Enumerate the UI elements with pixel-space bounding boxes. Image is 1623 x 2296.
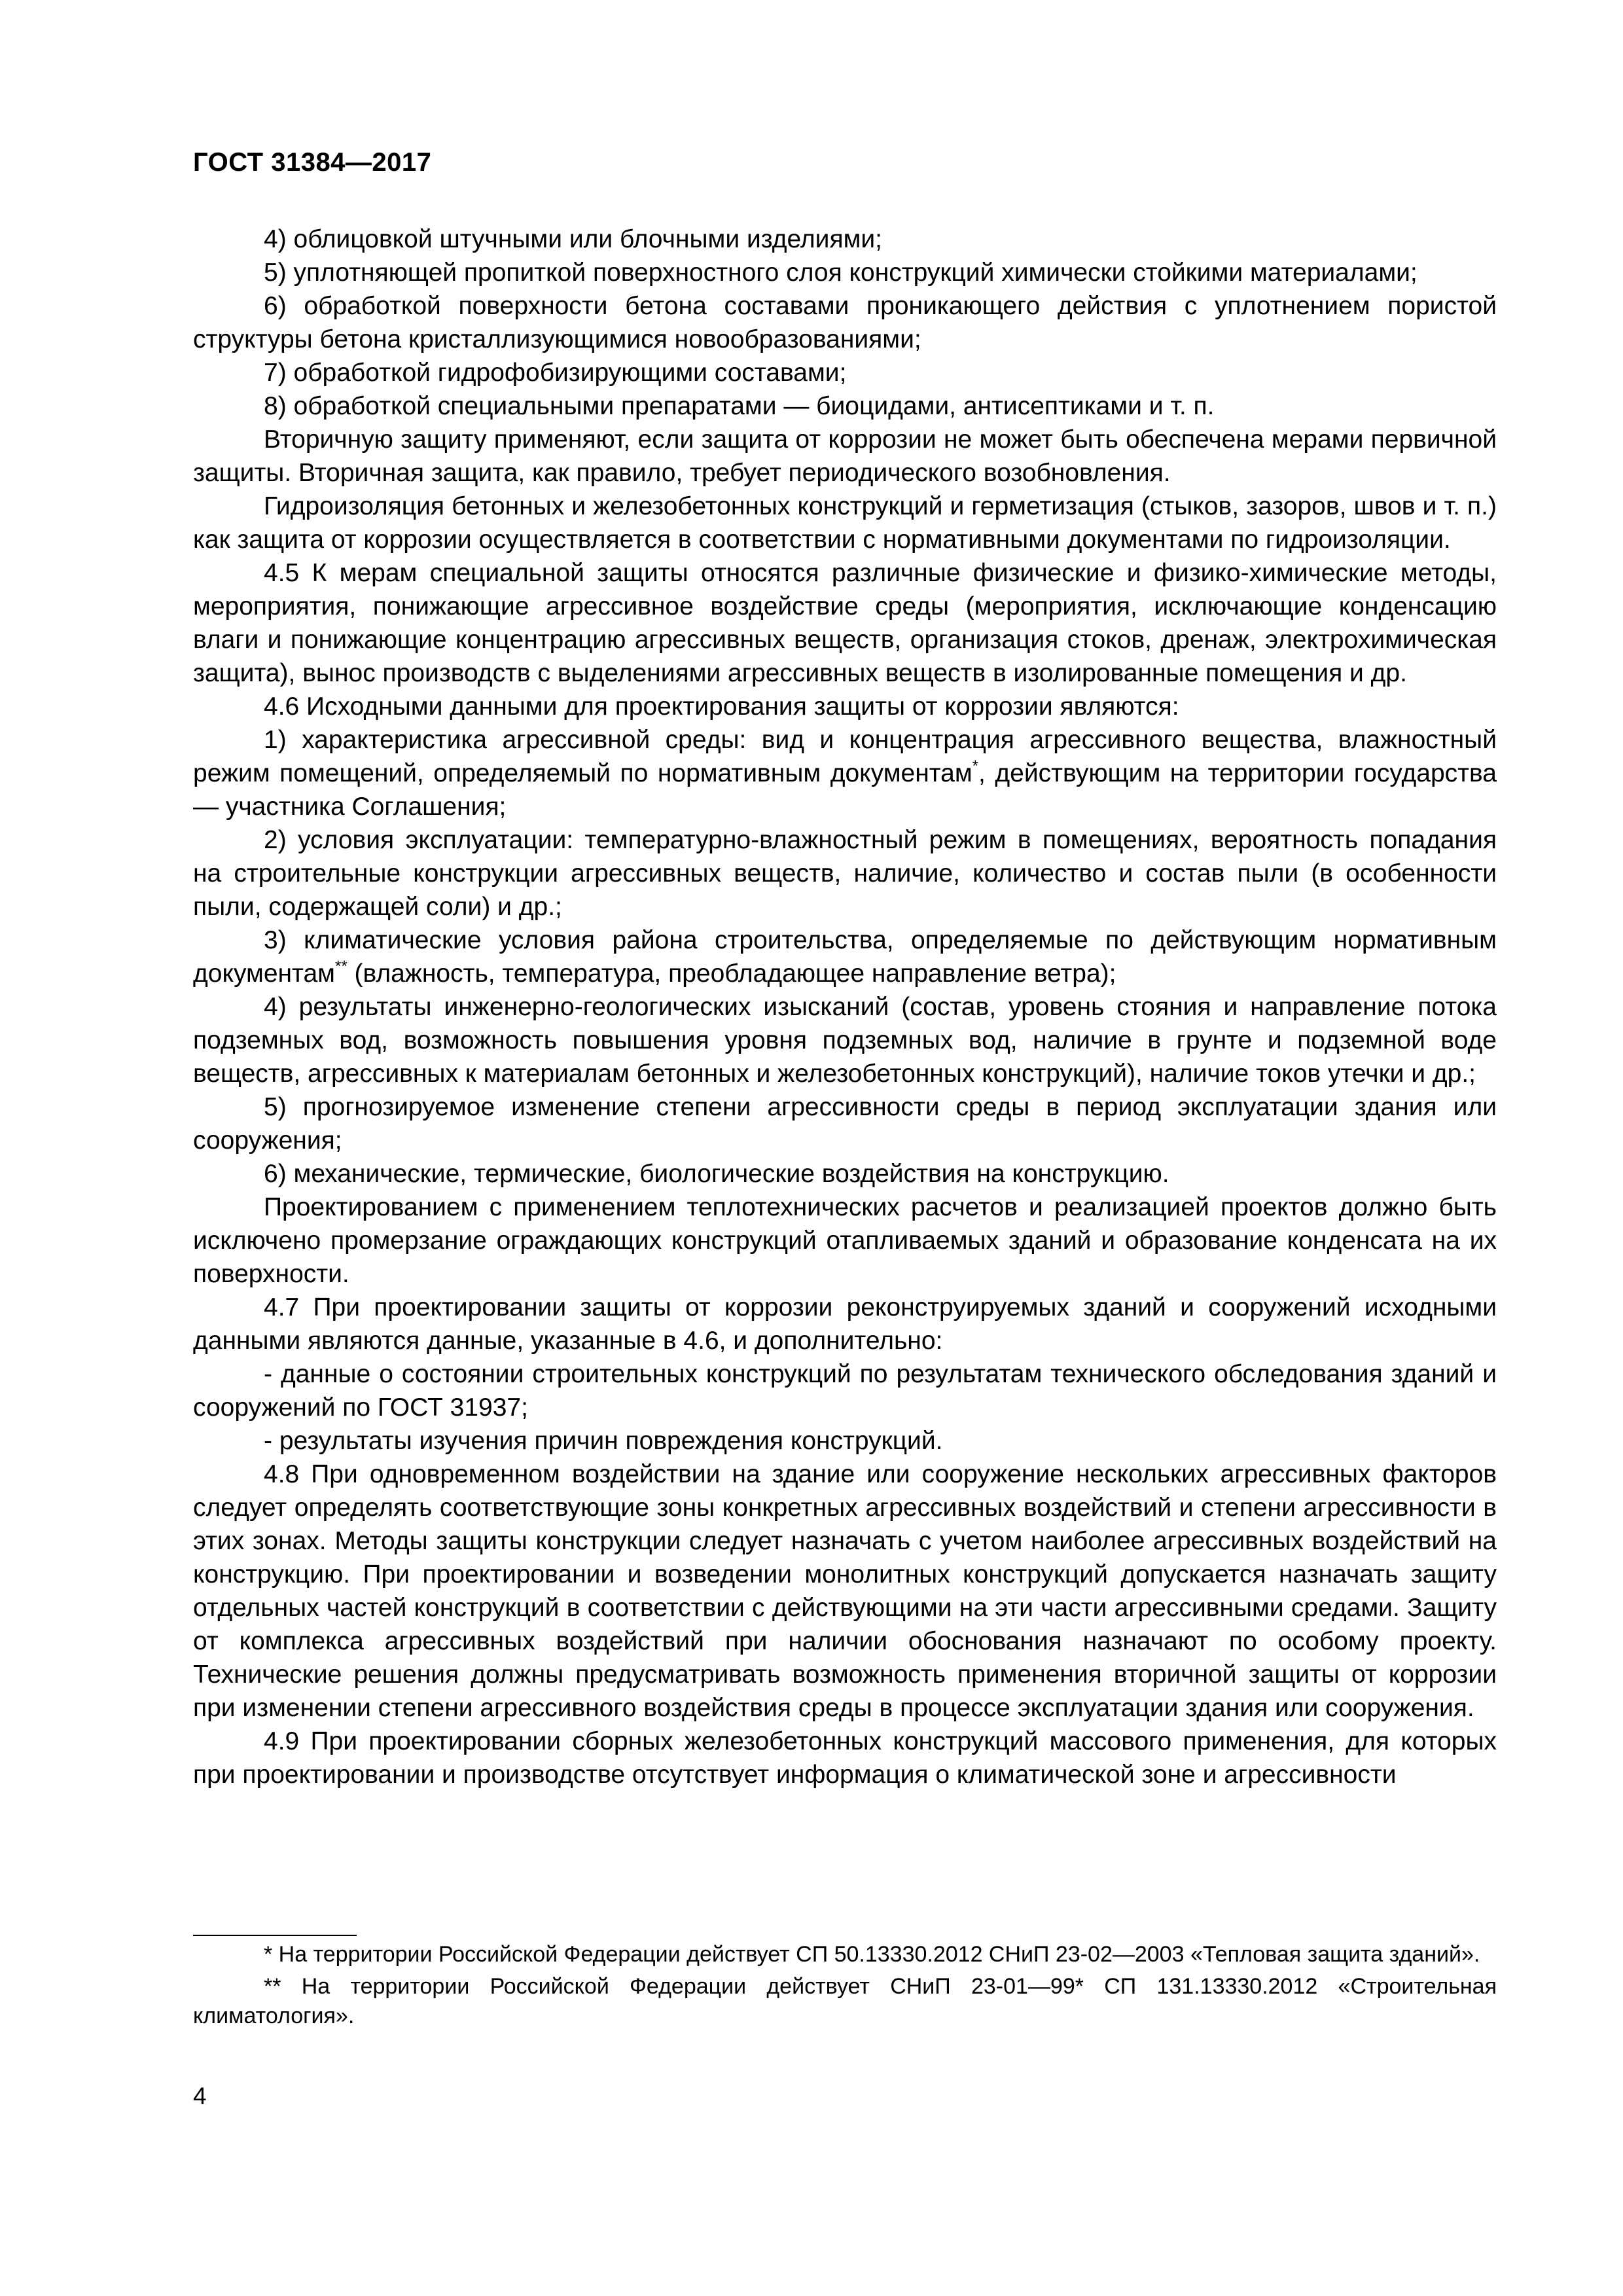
footnote-ref-2: ** [334,958,348,975]
paragraph-item-1 [193,723,1497,823]
paragraph: 4) результаты инженерно-геологических изысканий (состав, уровень стояния и направление потока подземных вод, возможность повышения уровня подземных вод, наличие в грунте и подземной воде веществ, агрессивных к материалам бетонных и железобетонных конструкций), наличие токов утечки и др.; [193,993,1497,1088]
footnote-ref-1: * [972,757,979,775]
paragraph: 5) прогнозируемое изменение степени агрессивности среды в период эксплуатации здания или сооружения; [193,1093,1497,1155]
paragraph: 6) механические, термические, биологические воздействия на конструкцию. [264,1160,1169,1188]
paragraph: 4.8 При одновременном воздействии на здание или сооружение нескольких агрессивных факторов следует определять соответствующие зоны конкретных агрессивных воздействий и степени агрессивности в этих зонах. Методы защиты конструкции следует назначать с учетом наиболее агрессивных воздействий на конструкцию. При проектировании и возведении монолитных конструкций допускается назначать защиту отдельных частей конструкций в соответствии с действующими на эти части агрессивными средами. Защиту от комплекса агрессивных воздействий при наличии обоснования назначают по особому проекту. Технические решения должны предусматривать возможность применения вторичной защиты от коррозии при изменении степени агрессивного воздействия среды в процессе эксплуатации здания или сооружения. [193,1460,1497,1722]
item-3-text-before: 3) климатические условия района строительства, определяемые по действующим нормативным документам [193,926,1497,988]
footnote-divider [193,1935,357,1936]
footnotes [193,1940,1497,2034]
item-1-text-after: , действующим на территории государства — участника Соглашения; [193,759,1497,821]
paragraph-item-3 [193,924,1497,990]
item-1-text-before: 1) характеристика агрессивной среды: вид и концентрация агрессивного вещества, влажностный режим помещений, определяемый по нормативным документам [193,726,1497,787]
page-header-standard: ГОСТ 31384—2017 [193,148,432,177]
paragraph: 8) обработкой специальными препаратами — биоцидами, антисептиками и т. п. [264,392,1215,420]
paragraph: 4.6 Исходными данными для проектирования защиты от коррозии являются: [264,692,1179,721]
paragraph: 4.5 К мерам специальной защиты относятся различные физические и физико-химические методы, мероприятия, понижающие агрессивное воздействие среды (мероприятия, исключающие конденсацию влаги и понижающие концентрацию агрессивных веществ, организация стоков, дренаж, электрохимическая защита), вынос производств с выделениями агрессивных веществ в изолированные помещения и др. [193,559,1497,687]
footnote-2: ** На территории Российской Федерации действует СНиП 23-01—99* СП 131.13330.2012 «Строительная климатология». [193,1974,1497,2028]
paragraph: 4) облицовкой штучными или блочными изделиями; [264,225,883,253]
paragraph: Гидроизоляция бетонных и железобетонных конструкций и герметизация (стыков, зазоров, швов и т. п.) как защита от коррозии осуществляется в соответствии с нормативными документами по гидроизоляции. [193,492,1497,554]
paragraph: 7) обработкой гидрофобизирующими составами; [264,359,847,387]
paragraph: Проектированием с применением теплотехнических расчетов и реализацией проектов должно быть исключено промерзание ограждающих конструкций отапливаемых зданий и образование конденсата на их поверхности. [193,1193,1497,1288]
paragraph: - данные о состоянии строительных конструкций по результатам технического обследования зданий и сооружений по ГОСТ 31937; [193,1360,1497,1422]
paragraph: Вторичную защиту применяют, если защита от коррозии не может быть обеспечена мерами первичной защиты. Вторичная защита, как правило, требует периодического возобновления. [193,425,1497,487]
paragraph: 6) обработкой поверхности бетона составами проникающего действия с уплотнением пористой структуры бетона кристаллизующимися новообразованиями; [193,292,1497,353]
paragraph: 2) условия эксплуатации: температурно-влажностный режим в помещениях, вероятность попадания на строительные конструкции агрессивных веществ, наличие, количество и состав пыли (в особенности пыли, содержащей соли) и др.; [193,826,1497,921]
footnote-1: * На территории Российской Федерации действует СП 50.13330.2012 СНиП 23-02—2003 «Тепловая защита зданий». [264,1942,1480,1967]
paragraph: 4.7 При проектировании защиты от коррозии реконструируемых зданий и сооружений исходными данными являются данные, указанные в 4.6, и дополнительно: [193,1293,1497,1355]
paragraph: 4.9 При проектировании сборных железобетонных конструкций массового применения, для которых при проектировании и производстве отсутствует информация о климатической зоне и агрессивности [193,1727,1497,1789]
page-number: 4 [193,2083,207,2109]
document-body [193,223,1497,1791]
item-3-text-after: (влажность, температура, преобладающее направление ветра); [347,960,1116,988]
paragraph: - результаты изучения причин повреждения конструкций. [264,1427,943,1455]
paragraph: 5) уплотняющей пропиткой поверхностного слоя конструкций химически стойкими материалами; [264,259,1418,287]
